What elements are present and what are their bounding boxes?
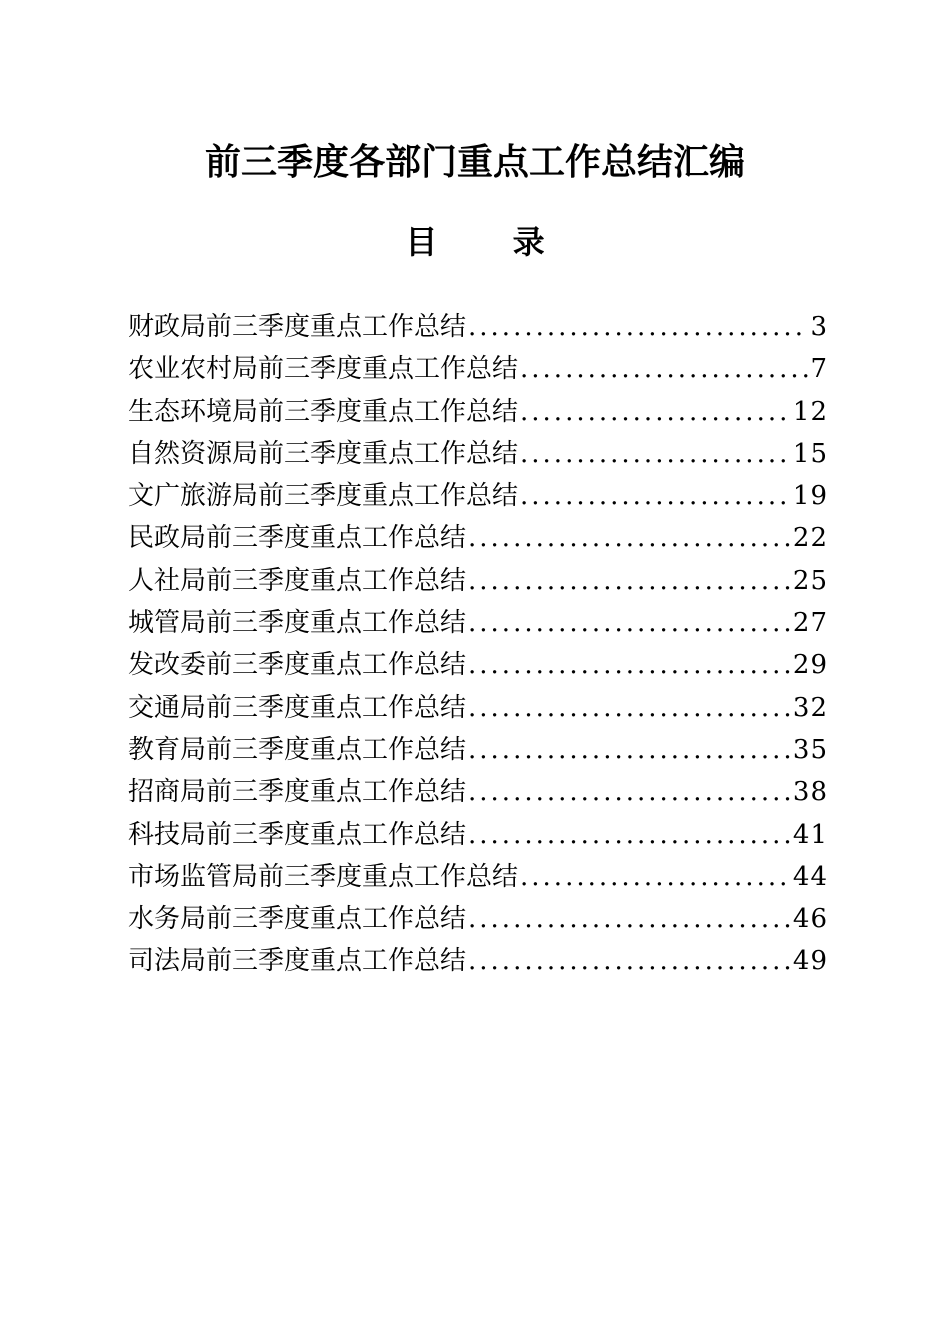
toc-entry-page-number: 41 xyxy=(792,819,828,850)
toc-entry-label: 教育局前三季度重点工作总结 xyxy=(128,734,467,765)
toc-dot-leader xyxy=(468,898,791,940)
toc-entry-label: 文广旅游局前三季度重点工作总结 xyxy=(128,481,519,512)
toc-entry-label: 财政局前三季度重点工作总结 xyxy=(128,312,467,342)
toc-dot-leader xyxy=(468,644,791,686)
toc-dot-leader xyxy=(468,517,791,559)
toc-entry-page-number: 46 xyxy=(792,904,828,935)
toc-dot-leader xyxy=(520,475,791,517)
toc-entry[interactable] xyxy=(128,729,828,771)
toc-dot-leader xyxy=(520,348,808,390)
toc-entry-page-number: 7 xyxy=(810,354,828,385)
toc-entry[interactable] xyxy=(128,391,828,433)
toc-entry-label: 民政局前三季度重点工作总结 xyxy=(128,523,467,554)
toc-heading: 目 录 xyxy=(405,223,577,261)
toc-entry-page-number: 44 xyxy=(792,861,828,892)
toc-entry[interactable] xyxy=(128,814,828,856)
toc-entry-label: 水务局前三季度重点工作总结 xyxy=(128,904,467,935)
toc-entry-page-number: 29 xyxy=(792,650,828,681)
document-title: 前三季度各部门重点工作总结汇编 xyxy=(204,141,745,183)
toc-entry-page-number: 49 xyxy=(792,946,828,977)
toc-entry[interactable] xyxy=(128,771,828,813)
toc-dot-leader xyxy=(468,560,791,602)
toc-entry[interactable] xyxy=(128,306,828,348)
toc-entry[interactable] xyxy=(128,687,828,729)
toc-dot-leader xyxy=(520,856,791,898)
toc-entry-label: 农业农村局前三季度重点工作总结 xyxy=(128,354,519,385)
toc-dot-leader xyxy=(520,391,791,433)
toc-dot-leader xyxy=(468,306,808,348)
toc-entry-label: 人社局前三季度重点工作总结 xyxy=(128,565,467,596)
toc-entry-page-number: 38 xyxy=(792,777,828,808)
toc-entry[interactable] xyxy=(128,475,828,517)
toc-entry-label: 城管局前三季度重点工作总结 xyxy=(128,608,467,639)
toc-entry[interactable] xyxy=(128,898,828,940)
toc-entry[interactable] xyxy=(128,602,828,644)
toc-entry-page-number: 27 xyxy=(792,608,828,639)
toc-entry[interactable] xyxy=(128,856,828,898)
toc-entry-page-number: 15 xyxy=(792,438,828,469)
toc-entry-page-number: 22 xyxy=(792,523,828,554)
toc-entry-label: 科技局前三季度重点工作总结 xyxy=(128,819,467,850)
toc-entry[interactable] xyxy=(128,644,828,686)
toc-entry[interactable] xyxy=(128,348,828,390)
toc-entry-label: 交通局前三季度重点工作总结 xyxy=(128,692,467,723)
toc-entry-label: 生态环境局前三季度重点工作总结 xyxy=(128,396,519,427)
toc-entry-label: 发改委前三季度重点工作总结 xyxy=(128,650,467,681)
toc-entry[interactable] xyxy=(128,940,828,982)
toc-dot-leader xyxy=(468,940,791,982)
toc-entry-label: 招商局前三季度重点工作总结 xyxy=(128,777,467,808)
toc-dot-leader xyxy=(468,771,791,813)
toc-dot-leader xyxy=(468,602,791,644)
toc-entry-page-number: 35 xyxy=(792,734,828,765)
toc-entry-page-number: 12 xyxy=(792,396,828,427)
toc-entry-page-number: 25 xyxy=(792,565,828,596)
toc-dot-leader xyxy=(468,814,791,856)
toc-dot-leader xyxy=(468,729,791,771)
toc-entry-page-number: 3 xyxy=(810,312,828,342)
toc-entry[interactable] xyxy=(128,560,828,602)
toc-entry-label: 司法局前三季度重点工作总结 xyxy=(128,946,467,977)
toc-entry[interactable] xyxy=(128,517,828,559)
toc-dot-leader xyxy=(468,687,791,729)
toc-entry-label: 市场监管局前三季度重点工作总结 xyxy=(128,861,519,892)
toc-dot-leader xyxy=(520,433,791,475)
toc-entry-page-number: 32 xyxy=(792,692,828,723)
toc-entry-label: 自然资源局前三季度重点工作总结 xyxy=(128,438,519,469)
toc-entry[interactable] xyxy=(128,433,828,475)
toc-entry-page-number: 19 xyxy=(792,481,828,512)
table-of-contents xyxy=(128,306,828,983)
